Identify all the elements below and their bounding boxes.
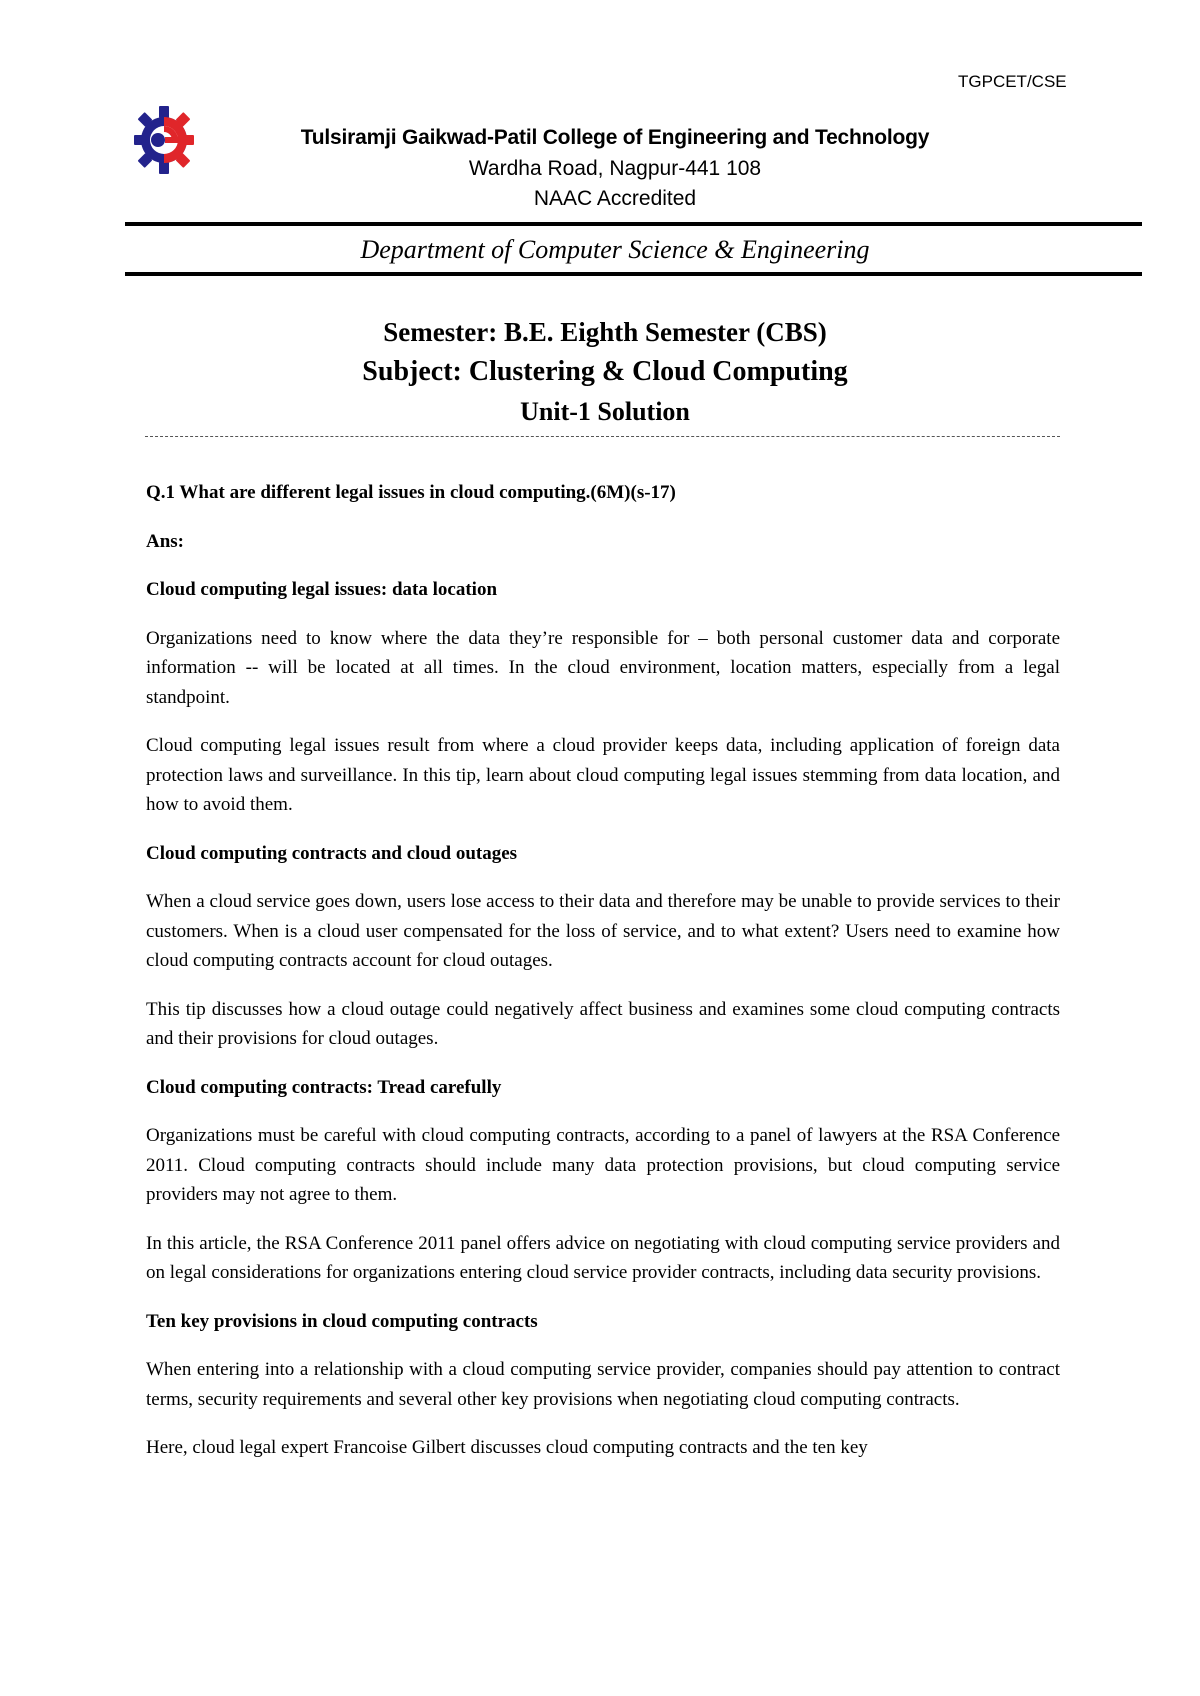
- college-address: Wardha Road, Nagpur-441 108: [468, 157, 762, 180]
- document-code: TGPCET/CSE: [958, 72, 1067, 91]
- college-name: Tulsiramji Gaikwad-Patil College of Engineering and Technology: [300, 126, 930, 149]
- paragraph: Here, cloud legal expert Francoise Gilbert discusses cloud computing contracts and the ten key: [146, 1437, 868, 1458]
- section-heading-tread-carefully: Cloud computing contracts: Tread carefully: [146, 1076, 502, 1098]
- semester-title: Semester: B.E. Eighth Semester (CBS): [383, 317, 827, 347]
- paragraph: When entering into a relationship with a cloud computing service provider, companies should pay attention to contract terms, security requirements and several other key provisions when negotiating cloud computing contracts.: [146, 1359, 1060, 1410]
- document-body: [146, 478, 1060, 1482]
- document-titles: [0, 312, 1200, 432]
- header-rule-bottom: [125, 272, 1142, 276]
- unit-title: Unit-1 Solution: [520, 397, 690, 426]
- header-rule-top: [125, 222, 1142, 226]
- section-heading-ten-provisions: Ten key provisions in cloud computing contracts: [146, 1310, 538, 1332]
- paragraph: Organizations need to know where the data they’re responsible for – both personal customer data and corporate information -- will be located at all times. In the cloud environment, location matters, especially from a legal standpoint.: [146, 627, 1060, 708]
- paragraph: In this article, the RSA Conference 2011 panel offers advice on negotiating with cloud computing service providers and on legal considerations for organizations entering cloud service provider contracts, including data security provisions.: [146, 1232, 1060, 1283]
- college-accreditation: NAAC Accredited: [533, 187, 697, 210]
- answer-label: Ans:: [146, 530, 185, 552]
- paragraph: When a cloud service goes down, users lose access to their data and therefore may be unable to provide services to their customers. When is a cloud user compensated for the loss of service, and to what extent? Users need to examine how cloud computing contracts account for cloud outages.: [146, 891, 1060, 971]
- subject-title: Subject: Clustering & Cloud Computing: [362, 356, 848, 387]
- paragraph: This tip discusses how a cloud outage could negatively affect business and examines some cloud computing contracts and their provisions for cloud outages.: [146, 998, 1060, 1049]
- section-heading-outages: Cloud computing contracts and cloud outages: [146, 842, 518, 864]
- college-header: [0, 122, 1200, 214]
- section-heading-data-location: Cloud computing legal issues: data location: [146, 579, 498, 600]
- dashed-divider: [145, 436, 1060, 437]
- paragraph: Cloud computing legal issues result from where a cloud provider keeps data, including application of foreign data protection laws and surveillance. In this tip, learn about cloud computing legal issues stemming from data location, and how to avoid them.: [146, 735, 1060, 815]
- department-name: Department of Computer Science & Engineering: [360, 235, 870, 264]
- paragraph: Organizations must be careful with cloud computing contracts, according to a panel of lawyers at the RSA Conference 2011. Cloud computing contracts should include many data protection provisions, but cloud computing service providers may not agree to them.: [146, 1125, 1060, 1205]
- question-text: Q.1 What are different legal issues in cloud computing.(6M)(s-17): [146, 482, 676, 503]
